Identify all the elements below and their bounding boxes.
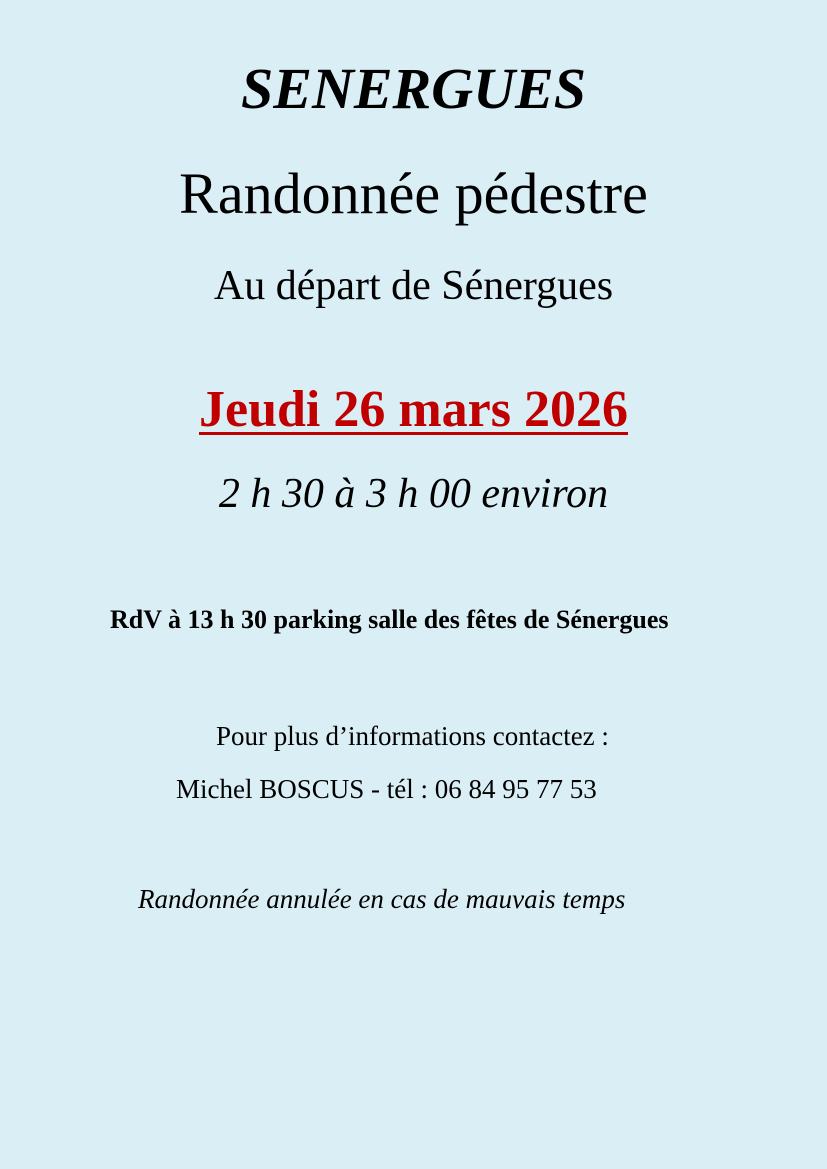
contact-intro: Pour plus d’informations contactez : (216, 721, 609, 751)
departure-location: Au départ de Sénergues (213, 263, 614, 309)
contact-details: Michel BOSCUS - tél : 06 84 95 77 53 (176, 774, 597, 804)
cancellation-note: Randonnée annulée en cas de mauvais temps (138, 884, 626, 914)
event-date: Jeudi 26 mars 2026 (199, 381, 628, 438)
event-duration: 2 h 30 à 3 h 00 environ (218, 471, 609, 517)
meeting-point: RdV à 13 h 30 parking salle des fêtes de Sénergues (110, 605, 669, 634)
town-heading: SENERGUES (241, 56, 586, 121)
event-title: Randonnée pédestre (179, 161, 648, 226)
